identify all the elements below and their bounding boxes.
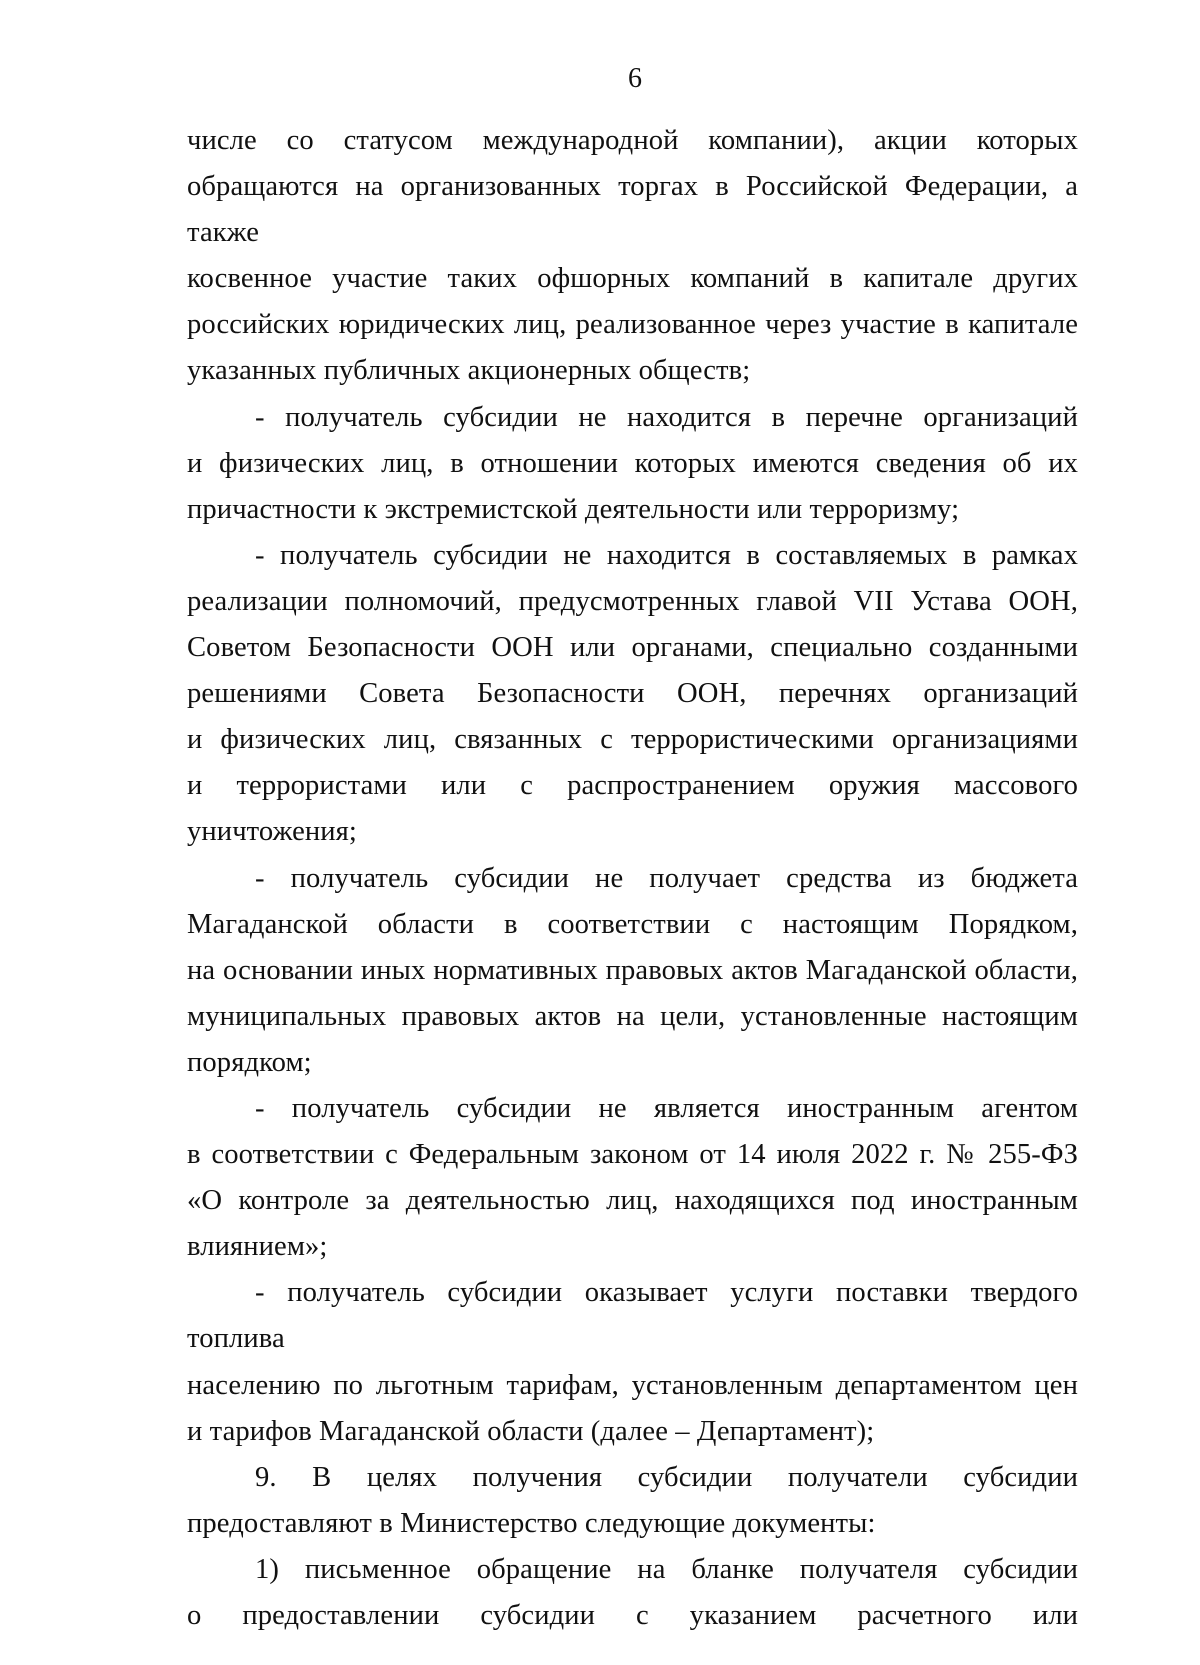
text-line: 9. В целях получения субсидии получатели субсидии (255, 1461, 1078, 1493)
text-line: реализации полномочий, предусмотренных главой VII Устава ООН, (187, 585, 1078, 617)
text-line: предоставляют в Министерство следующие документы: (187, 1507, 876, 1539)
text-line: населению по льготным тарифам, установленным департаментом цен (187, 1369, 1078, 1401)
text-line: и физических лиц, в отношении которых имеются сведения об их (187, 447, 1078, 479)
page-number: 6 (628, 63, 642, 94)
text-line: - получатель субсидии не получает средства из бюджета (255, 862, 1078, 894)
paragraph-extremism-list (187, 395, 1078, 533)
text-line: российских юридических лиц, реализованное через участие в капитале (187, 309, 1078, 341)
paragraph-budget-funds (187, 856, 1078, 1086)
text-line: порядком; (187, 1046, 312, 1078)
paragraph-un-sanctions-list (187, 533, 1078, 856)
text-line: влиянием»; (187, 1231, 328, 1263)
paragraph-item-9-documents (187, 1455, 1078, 1547)
text-line: - получатель субсидии не находится в составляемых в рамках (255, 539, 1078, 571)
paragraph-offshore-participation (187, 118, 1078, 395)
text-line: числе со статусом международной компании), акции которых (187, 125, 1078, 156)
text-line: причастности к экстремистской деятельности или терроризму; (187, 493, 960, 525)
text-line: обращаются на организованных торгах в Российской Федерации, а также (187, 171, 1078, 249)
text-line: косвенное участие таких офшорных компаний в капитале других (187, 263, 1078, 295)
text-line: указанных публичных акционерных обществ; (187, 355, 751, 387)
text-line: муниципальных правовых актов на цели, установленные настоящим (187, 1000, 1078, 1032)
paragraph-solid-fuel-supply (187, 1270, 1078, 1454)
paragraph-item-1-written-request (187, 1547, 1078, 1639)
text-line: 1) письменное обращение на бланке получателя субсидии (255, 1553, 1078, 1585)
text-line: «О контроле за деятельностью лиц, находящихся под иностранным (187, 1185, 1078, 1217)
text-line: Магаданской области в соответствии с настоящим Порядком, (187, 908, 1078, 940)
text-line: - получатель субсидии не находится в перечне организаций (255, 401, 1078, 433)
paragraph-foreign-agent (187, 1086, 1078, 1270)
text-line: на основании иных нормативных правовых актов Магаданской области, (187, 954, 1078, 986)
text-line: и террористами или с распространением оружия массового уничтожения; (187, 770, 1078, 848)
text-line: в соответствии с Федеральным законом от 14 июля 2022 г. № 255-ФЗ (187, 1139, 1078, 1171)
text-line: - получатель субсидии оказывает услуги поставки твердого топлива (187, 1277, 1078, 1355)
text-line: решениями Совета Безопасности ООН, перечнях организаций (187, 678, 1078, 710)
document-body (187, 118, 1078, 1639)
text-line: - получатель субсидии не является иностранным агентом (255, 1092, 1078, 1124)
text-line: Советом Безопасности ООН или органами, специально созданными (187, 632, 1078, 664)
text-line: о предоставлении субсидии с указанием расчетного или (187, 1600, 1078, 1631)
text-line: и тарифов Магаданской области (далее – Департамент); (187, 1415, 875, 1447)
text-line: и физических лиц, связанных с террористическими организациями (187, 724, 1078, 756)
